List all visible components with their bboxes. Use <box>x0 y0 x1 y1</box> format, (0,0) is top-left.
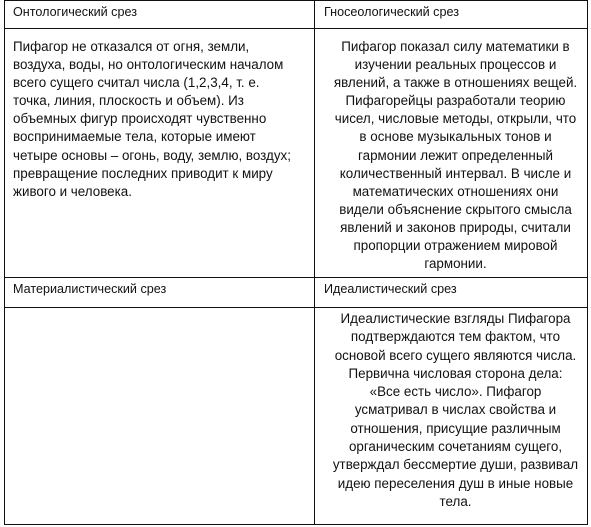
cell-ontological-text: Пифагор не отказался от огня, земли, воздуха, воды, но онтологическим началом всего сущего считал числа (1,2,3,4, т. е. точка, линия, плоскость и объем). Из объемных фигур происходят чувственно воспринимаемые тела, которые имеют четыре основы – огонь, воду, землю, воздух; превращение последних приводит к миру живого и человека. <box>5 29 315 277</box>
content-row-2 <box>5 308 587 524</box>
content-row-1 <box>5 29 587 278</box>
header-row-1 <box>5 1 587 29</box>
header-idealist: Идеалистический срез <box>324 282 457 296</box>
comparison-table <box>4 0 588 525</box>
cell-gnoseological-text: Пифагор показал силу математики в изучении реальных процессов и явлений, а также в отношениях вещей. Пифагорейцы разработали теорию чисел, числовые методы, открыли, что в основе музыкальных тонов и гармонии лежит определенный количественный интервал. В числе и математических отношениях они видели объяснение скрытого смысла явлений и законов природы, считали пропорции отражением мировой гармонии. <box>333 39 578 272</box>
header-materialist: Материалистический срез <box>5 278 315 307</box>
cell-materialist-text <box>5 308 315 524</box>
header-ontological: Онтологический срез <box>5 1 315 28</box>
header-row-2 <box>5 278 587 308</box>
header-gnoseological: Гносеологический срез <box>324 5 459 19</box>
cell-idealist-text: Идеалистические взгляды Пифагора подтверждаются тем фактом, что основой всего сущего являются числа. Первична числовая сторона дела: «Все есть число». Пифагор усматривал в числах свойства и отношения, присущие различным органическим сочетаниям сущего, утверждал бессмертие души, развивал идею переселения душ в иные новые тела. <box>332 311 579 509</box>
